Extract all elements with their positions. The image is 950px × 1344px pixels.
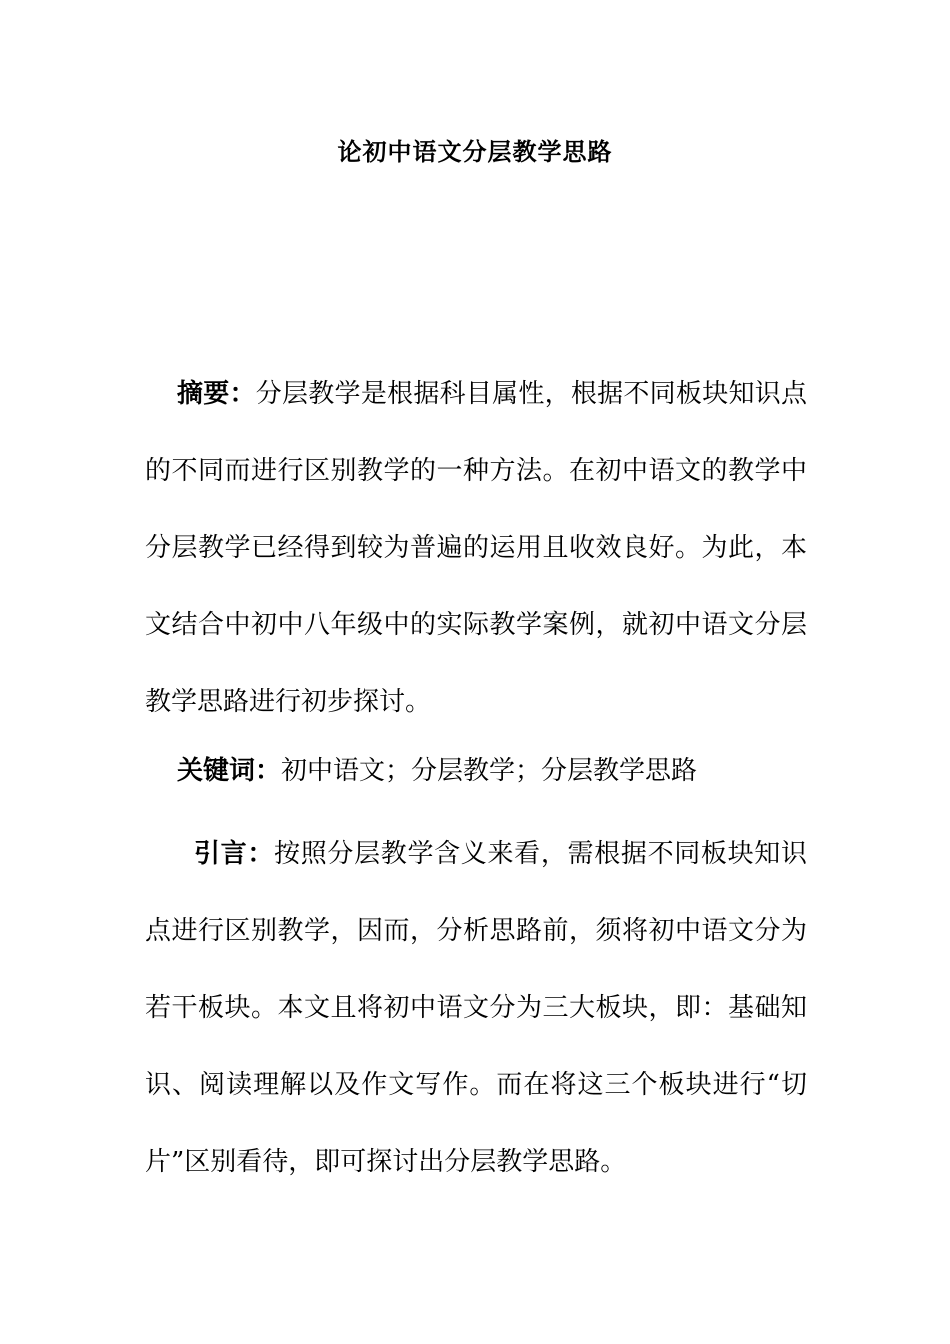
keywords-label: 关键词：: [177, 756, 282, 786]
abstract-line: [145, 356, 807, 433]
intro-text: 按照分层教学含义来看，需根据不同板块知识: [274, 839, 807, 869]
keywords-text: 初中语文；分层教学；分层教学思路: [281, 756, 698, 786]
intro-label: 引言：: [194, 839, 275, 869]
document-title: 论初中语文分层教学思路: [337, 138, 613, 166]
keywords-line: [145, 733, 807, 810]
abstract-line: 教学思路进行初步探讨。: [145, 687, 432, 717]
abstract-line: 分层教学已经得到较为普遍的运用且收效良好。为此，本: [145, 533, 807, 563]
intro-line: 点进行区别教学，因而，分析思路前，须将初中语文分为: [145, 916, 807, 946]
intro-line: 片”区别看待，即可探讨出分层教学思路。: [145, 1147, 627, 1177]
intro-line: 识、阅读理解以及作文写作。而在将这三个板块进行“切: [145, 1070, 807, 1100]
abstract-label: 摘要：: [177, 379, 256, 409]
abstract-text: 分层教学是根据科目属性，根据不同板块知识点: [255, 379, 807, 409]
keywords-section: [145, 733, 807, 810]
abstract-section: [145, 356, 807, 741]
intro-line: [145, 816, 807, 893]
intro-line: 若干板块。本文且将初中语文分为三大板块，即：基础知: [145, 993, 807, 1023]
abstract-line: 文结合中初中八年级中的实际教学案例，就初中语文分层: [145, 610, 807, 640]
abstract-line: 的不同而进行区别教学的一种方法。在初中语文的教学中: [145, 456, 807, 486]
intro-section: [145, 816, 807, 1201]
